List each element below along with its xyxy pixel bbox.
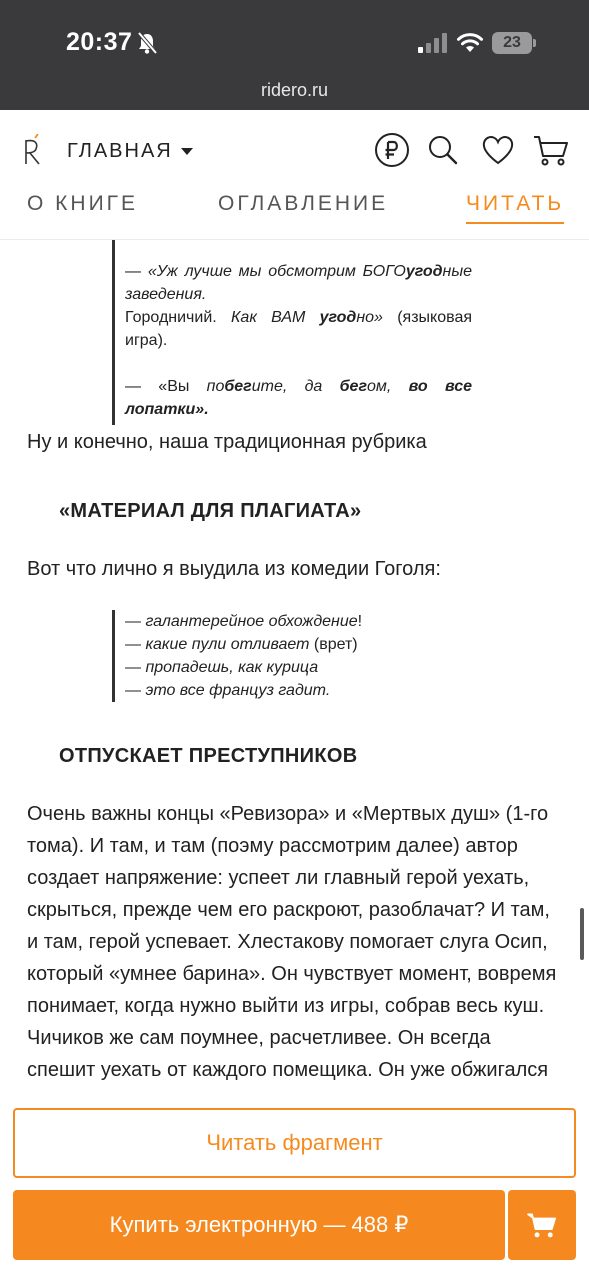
heart-icon[interactable] [481, 132, 515, 168]
clock: 20:37 [66, 28, 133, 56]
section-heading: «МАТЕРИАЛ ДЛЯ ПЛАГИАТА» [59, 500, 362, 522]
paragraph: Ну и конечно, наша традиционная рубрика [27, 431, 427, 453]
scrollbar-thumb[interactable] [580, 908, 584, 960]
add-to-cart-button[interactable] [508, 1190, 576, 1260]
ridero-logo[interactable] [22, 134, 44, 166]
caret-down-icon [181, 148, 193, 155]
tab-contents[interactable]: ОГЛАВЛЕНИЕ [218, 192, 389, 215]
site-header [0, 110, 589, 240]
quote-item: — это все француз гадит. [125, 682, 331, 699]
buy-ebook-button[interactable]: Купить электронную — 488 ₽ [13, 1190, 505, 1260]
battery-level: 23 [492, 32, 532, 54]
bell-slash-icon [136, 31, 158, 55]
quote-line: Городничий. Как ВАМ угодно» (языковая игра). [125, 309, 472, 349]
cart-icon[interactable] [533, 132, 569, 168]
quote-line: — «Уж лучше мы обсмотрим БОГОугодные заведения. [125, 263, 472, 303]
quote-item: — галантерейное обхождение! [125, 613, 363, 630]
search-icon[interactable] [427, 132, 459, 168]
quote-block [112, 240, 472, 425]
book-tabs [0, 192, 589, 232]
tab-about-book[interactable]: О КНИГЕ [27, 192, 139, 215]
cart-icon [527, 1211, 557, 1239]
section-heading: ОТПУСКАЕТ ПРЕСТУПНИКОВ [59, 745, 358, 767]
purchase-bar [0, 1102, 589, 1280]
quote-line: — «Вы побегите, да бегом, во все лопатки». [125, 378, 473, 418]
read-fragment-button[interactable]: Читать фрагмент [13, 1108, 576, 1178]
quote-list [112, 610, 412, 702]
ruble-icon[interactable] [374, 132, 410, 168]
wifi-icon [456, 31, 484, 53]
home-menu-label: ГЛАВНАЯ [67, 140, 173, 162]
quote-item: — пропадешь, как курица [125, 659, 319, 676]
tab-read[interactable]: ЧИТАТЬ [466, 192, 564, 224]
status-bar [0, 0, 589, 110]
battery-icon [492, 32, 536, 54]
paragraph: Очень важны концы «Ревизора» и «Мертвых душ» (1-го тома). И там, и там (поэму рассмотрим далее) автор создает напряжение: успеет ли главный герой уехать, скрыться, прежде чем его раскроют, разоблачат? И там, и там, герой успевает. Хлестакову помогает слуга Осип, который «умнее барина». Он чувствует момент, вовремя понимает, когда нужно выйти из игры, собрав весь куш. Чичиков же сам поумнее, расчетливее. Он всегда спешит уехать от каждого помещика. Он уже обжигался [27, 803, 557, 1081]
quote-item: — какие пули отливает (врет) [125, 636, 358, 653]
url-bar[interactable]: ridero.ru [260, 80, 329, 100]
paragraph: Вот что лично я выудила из комедии Гоголя: [27, 558, 441, 580]
signal-icon [418, 33, 448, 53]
home-menu-button[interactable] [67, 140, 193, 163]
book-text [0, 240, 589, 1102]
